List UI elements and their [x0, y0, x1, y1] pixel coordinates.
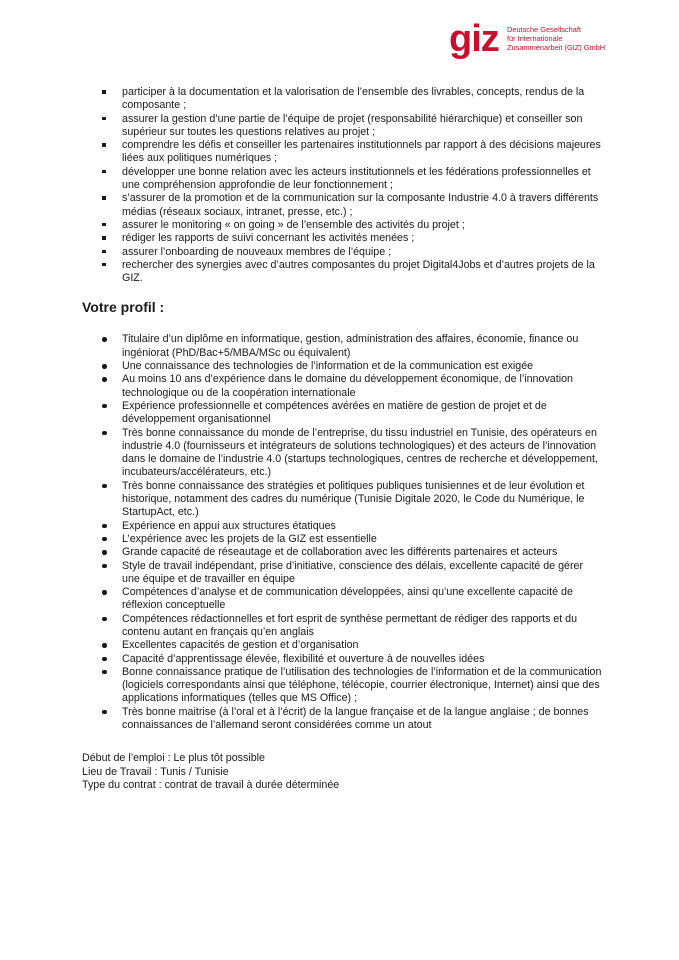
list-item: Expérience en appui aux structures étatiques [82, 520, 602, 533]
list-item: L’expérience avec les projets de la GIZ est essentielle [82, 533, 602, 546]
logo-line: Zusammenarbeit (GIZ) GmbH [507, 43, 606, 53]
list-item: comprendre les défis et conseiller les partenaires institutionnels par rapport à des décisions majeures liées aux politiques numériques ; [82, 139, 602, 166]
list-item: développer une bonne relation avec les acteurs institutionnels et les fédérations professionnelles et une compréhension approfondie de leur fonctionnement ; [82, 166, 602, 193]
list-item: Expérience professionnelle et compétences avérées en matière de gestion de projet et de développement organisationnel [82, 400, 602, 427]
giz-logo-mark: giz [449, 18, 499, 60]
list-item: assurer la gestion d’une partie de l’équipe de projet (responsabilité hiérarchique) et conseiller son supérieur sur toutes les questions relatives au projet ; [82, 113, 602, 140]
list-item: Très bonne connaissance des stratégies et politiques publiques tunisiennes et de leur évolution et historique, notamment des cadres du numérique (Tunisie Digitale 2020, le Code du Numérique, le StartupAct, etc.) [82, 480, 602, 520]
start-date-line: Début de l’emploi : Le plus tôt possible [82, 752, 265, 765]
list-item: rechercher des synergies avec d’autres composantes du projet Digital4Jobs et d’autres projets de la GIZ. [82, 259, 602, 286]
logo-line: Deutsche Gesellschaft [507, 25, 581, 34]
list-item: assurer l’onboarding de nouveaux membres de l’équipe ; [82, 246, 602, 259]
giz-logo-text [507, 25, 605, 53]
list-item: Compétences d’analyse et de communication développées, ainsi qu’une excellente capacité de réflexion conceptuelle [82, 586, 602, 613]
list-item: Une connaissance des technologies de l’information et de la communication est exigée [82, 360, 602, 373]
list-item: Excellentes capacités de gestion et d’organisation [82, 639, 602, 652]
list-item: Bonne connaissance pratique de l’utilisation des technologies de l’information et de la communication (logiciels correspondants ainsi que téléphone, télécopie, courrier électronique, Internet) ainsi que des applications informatiques (telles que MS Office) ; [82, 666, 602, 706]
list-item: Grande capacité de réseautage et de collaboration avec les différents partenaires et acteurs [82, 546, 602, 559]
list-item: Titulaire d’un diplôme en informatique, gestion, administration des affaires, économie, finance ou ingéniorat (PhD/Bac+5/MBA/MSc ou équivalent) [82, 333, 602, 360]
list-item: Capacité d’apprentissage élevée, flexibilité et ouverture à de nouvelles idées [82, 653, 602, 666]
list-item: assurer le monitoring « on going » de l’ensemble des activités du projet ; [82, 219, 602, 232]
contract-type-line: Type du contrat : contrat de travail à durée déterminée [82, 778, 340, 791]
list-item: Au moins 10 ans d’expérience dans le domaine du développement économique, de l’innovation technologique ou de la coopération internationale [82, 373, 602, 400]
list-item: Très bonne connaissance du monde de l’entreprise, du tissu industriel en Tunisie, des opérateurs en industrie 4.0 (fournisseurs et intégrateurs de solutions technologiques) et des acteurs de l’innovation dans le domaine de l’industrie 4.0 (startups technologiques, centres de recherche et développement, incubateurs/accélérateurs, etc.) [82, 427, 602, 480]
list-item: Très bonne maitrise (à l’oral et à l’écrit) de la langue française et de la langue anglaise ; de bonnes connaissances de l’allemand seront considérées comme un atout [82, 706, 602, 733]
list-item: rédiger les rapports de suivi concernant les activités menées ; [82, 232, 602, 245]
document-body [82, 86, 602, 792]
list-item: Style de travail indépendant, prise d’initiative, conscience des délais, excellente capacité de gérer une équipe et de travailler en équipe [82, 560, 602, 587]
work-location-line: Lieu de Travail : Tunis / Tunisie [82, 765, 229, 778]
profile-heading: Votre profil : [82, 299, 165, 316]
job-details [82, 752, 602, 792]
list-item: s’assurer de la promotion et de la communication sur la composante Industrie 4.0 à travers différents médias (réseaux sociaux, intranet, presse, etc.) ; [82, 192, 602, 219]
profile-list [82, 333, 602, 732]
list-item: participer à la documentation et la valorisation de l’ensemble des livrables, concepts, rendus de la composante ; [82, 86, 602, 113]
tasks-list [82, 86, 602, 285]
logo-line: für Internationale [507, 34, 563, 44]
list-item: Compétences rédactionnelles et fort esprit de synthèse permettant de rédiger des rapports et du contenu autant en français qu’en anglais [82, 613, 602, 640]
